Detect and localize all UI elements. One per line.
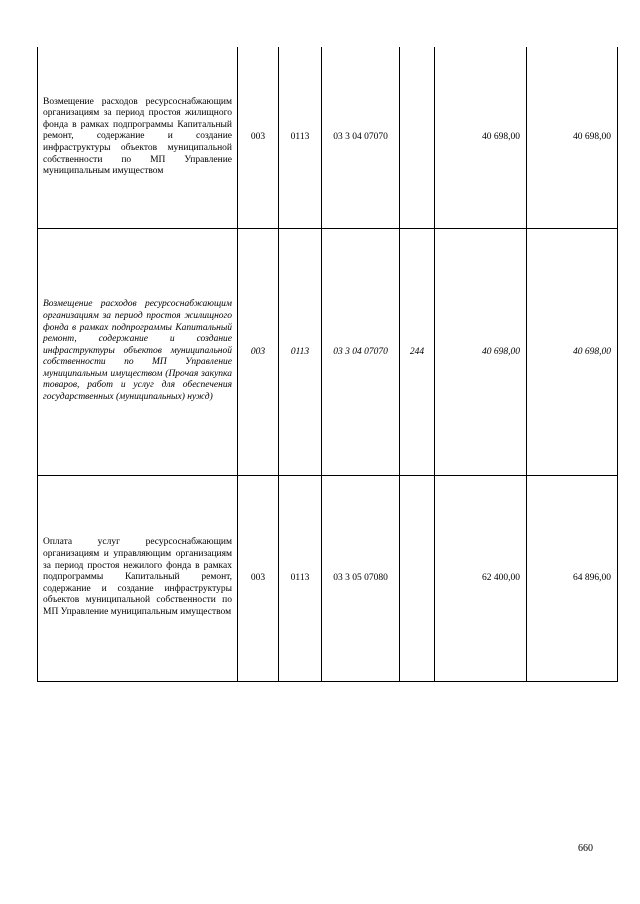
section-code: 0113 [279,475,322,681]
amount-year-1: 40 698,00 [435,228,527,475]
expense-type-code: 244 [400,228,435,475]
target-article-code: 03 3 04 07070 [322,47,400,228]
expense-type-code [400,47,435,228]
row-description: Оплата услуг ресурсоснабжающим организациям и управляющим организациям за период простоя нежилого фонда в рамках подпрограммы Капитальный ремонт, содержание и создание инфраструктуры объектов муниципальной собственности по МП Управление муниципальным имуществом [38,475,238,681]
ministry-code: 003 [238,228,279,475]
row-description: Возмещение расходов ресурсоснабжающим организациям за период простоя жилищного фонда в рамках подпрограммы Капитальный ремонт, содержание и создание инфраструктуры объектов муниципальной собственности по МП Управление муниципальным имуществом [38,47,238,228]
expense-type-code [400,475,435,681]
table-row [38,47,618,228]
table-row [38,228,618,475]
amount-year-2: 40 698,00 [527,228,618,475]
section-code: 0113 [279,47,322,228]
ministry-code: 003 [238,475,279,681]
row-description: Возмещение расходов ресурсоснабжающим организациям за период простоя жилищного фонда в рамках подпрограммы Капитальный ремонт, содержание и создание инфраструктуры объектов муниципальной собственности по МП Управление муниципальным имуществом (Прочая закупка товаров, работ и услуг для обеспечения государственных (муниципальных) нужд) [38,228,238,475]
page-number: 660 [578,843,593,854]
amount-year-2: 40 698,00 [527,47,618,228]
amount-year-1: 40 698,00 [435,47,527,228]
target-article-code: 03 3 05 07080 [322,475,400,681]
amount-year-1: 62 400,00 [435,475,527,681]
ministry-code: 003 [238,47,279,228]
budget-table [37,47,618,682]
section-code: 0113 [279,228,322,475]
target-article-code: 03 3 04 07070 [322,228,400,475]
amount-year-2: 64 896,00 [527,475,618,681]
table-row [38,475,618,681]
